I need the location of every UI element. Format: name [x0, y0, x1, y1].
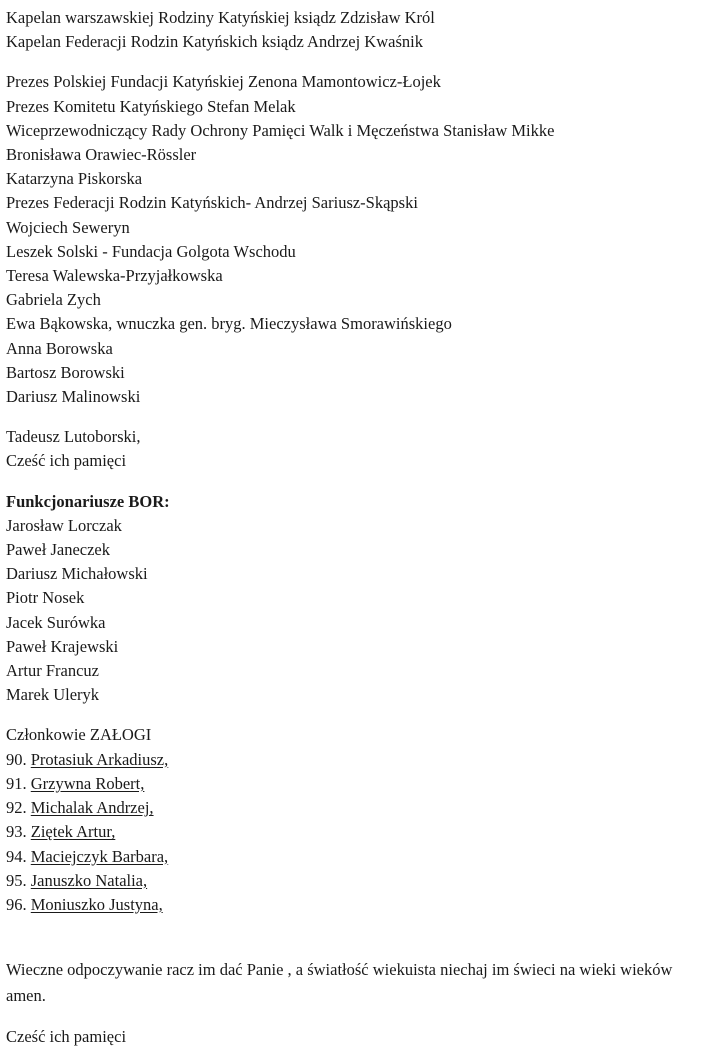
crew-number: 90.: [6, 749, 27, 769]
crew-section: [6, 723, 718, 917]
crew-number: 95.: [6, 870, 27, 890]
crew-member: [6, 796, 718, 820]
crew-member-link[interactable]: Januszko Natalia,: [30, 870, 148, 890]
chaplain-line: Kapelan Federacji Rodzin Katyńskich ksiądz Andrzej Kwaśnik: [6, 32, 423, 52]
bor-member: Artur Francuz: [6, 661, 100, 681]
guest-line: Bronisława Orawiec-Rössler: [6, 145, 197, 165]
guests-list: [6, 70, 718, 409]
chaplains-list: [6, 6, 718, 54]
bor-member: Paweł Krajewski: [6, 636, 119, 656]
crew-member-link[interactable]: Protasiuk Arkadiusz,: [30, 749, 169, 769]
crew-number: 92.: [6, 798, 27, 818]
crew-number: 96.: [6, 894, 27, 914]
bor-member: Marek Uleryk: [6, 685, 100, 705]
crew-member: [6, 893, 718, 917]
bor-heading: Funkcjonariusze BOR:: [6, 491, 170, 511]
crew-member-link[interactable]: Grzywna Robert,: [30, 773, 145, 793]
crew-member: [6, 820, 718, 844]
bor-member: Paweł Janeczek: [6, 540, 110, 560]
guest-line: Gabriela Zych: [6, 290, 101, 310]
tribute-section: [6, 425, 718, 473]
guest-line: Ewa Bąkowska, wnuczka gen. bryg. Mieczysława Smorawińskiego: [6, 314, 452, 334]
guest-line: Bartosz Borowski: [6, 362, 125, 382]
crew-member-link[interactable]: Michalak Andrzej,: [30, 798, 154, 818]
bor-section: [6, 490, 718, 708]
crew-member-link[interactable]: Maciejczyk Barbara,: [30, 846, 169, 866]
bor-member: Jacek Surówka: [6, 612, 106, 632]
bor-member: Jarosław Lorczak: [6, 515, 122, 535]
crew-member: [6, 869, 718, 893]
chaplain-line: Kapelan warszawskiej Rodziny Katyńskiej ksiądz Zdzisław Król: [6, 8, 435, 27]
guest-line: Katarzyna Piskorska: [6, 169, 143, 189]
guest-line: Anna Borowska: [6, 338, 113, 358]
crew-member: [6, 772, 718, 796]
guest-line: Prezes Polskiej Fundacji Katyńskiej Zenona Mamontowicz-Łojek: [6, 72, 441, 92]
tribute-name: Tadeusz Lutoborski,: [6, 427, 141, 447]
crew-member-link[interactable]: Ziętek Artur,: [30, 822, 116, 842]
closing-memory: Cześć ich pamięci: [6, 1027, 127, 1047]
guest-line: Teresa Walewska-Przyjałkowska: [6, 266, 223, 286]
crew-member: [6, 845, 718, 869]
guest-line: Wiceprzewodniczący Rady Ochrony Pamięci Walk i Męczeństwa Stanisław Mikke: [6, 120, 555, 140]
crew-number: 94.: [6, 846, 27, 866]
guest-line: Prezes Federacji Rodzin Katyńskich- Andrzej Sariusz-Skąpski: [6, 193, 418, 213]
crew-member-link[interactable]: Moniuszko Justyna,: [30, 894, 163, 914]
crew-number: 93.: [6, 822, 27, 842]
guest-line: Prezes Komitetu Katyńskiego Stefan Melak: [6, 96, 296, 116]
crew-heading: Członkowie ZAŁOGI: [6, 725, 152, 745]
guest-line: Wojciech Seweryn: [6, 217, 130, 237]
bor-member: Dariusz Michałowski: [6, 564, 148, 584]
prayer-text: Wieczne odpoczywanie racz im dać Panie , a światłość wiekuista niechaj im świeci na wieki wieków amen.: [6, 960, 673, 1006]
crew-member: [6, 748, 718, 772]
tribute-memory: Cześć ich pamięci: [6, 451, 127, 471]
guest-line: Leszek Solski - Fundacja Golgota Wschodu: [6, 241, 296, 261]
guest-line: Dariusz Malinowski: [6, 387, 141, 407]
bor-member: Piotr Nosek: [6, 588, 85, 608]
crew-number: 91.: [6, 773, 27, 793]
